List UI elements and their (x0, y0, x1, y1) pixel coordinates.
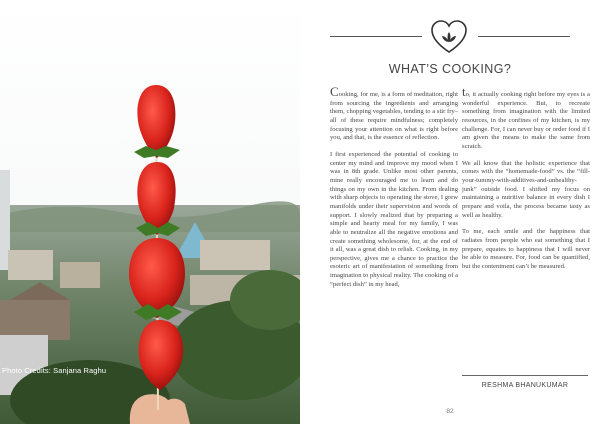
page-number: 82 (446, 408, 454, 415)
paragraph: I first experienced the potential of cooking to center my mind and improve my mood when I was in 8th grade. Unlike most other parents, mine really encouraged me to learn and do things on my own in the kitchen. From dealing with sharp objects to operating the stove, I grew manifolds under their supervision and words of support. I slowly realized that by preparing a simple and hearty meal for my family, I was able to neutralize all the negative emotions and create something wholesome, for, at the end of it all, was a great dish to relish. Cooking, in my perspective, gives me a chance to practice the esoteric art of manifestation of something from imagination to physical reality. The cooking of a “perfect dish” in my head, (330, 150, 458, 288)
heart-lotus-icon (431, 20, 467, 54)
photo-credit: Photo Credits: Sanjana Raghu (2, 366, 107, 375)
paragraph: To me, each smile and the happiness that radiates from people who eat something that I prepare, equates to happiness that I will never be able to measure. For, food can be quantified, but the contentment can’t be measured. (462, 228, 590, 270)
header-rule-right (478, 36, 570, 37)
article-title: WHAT’S COOKING? (388, 62, 512, 76)
author-divider (462, 375, 588, 376)
paragraph: We all know that the holistic experience that comes with the “homemade-food” vs. the “fill-your-tummy-with-additives-and-unhealthy-junk” outside food. I shifted my focus on maintaining a nutritive balance in every dish I prepare and voila, the process became tasty as well as healthy. (462, 159, 590, 219)
header-rule-left (330, 36, 422, 37)
article-page (300, 0, 600, 424)
article-column-2 (462, 84, 590, 279)
paragraph: to, it actually cooking right before my eyes is a wonderful experience. But, to recreate something from imagination with the limited resources, in the confines of my kitchen, is my challenge. For, I can never buy or order food if I am given the means to make the same from scratch. (462, 84, 590, 150)
article-column-1 (330, 84, 458, 297)
paragraph: Cooking, for me, is a form of meditation, right from sourcing the ingredients and arranging them, chopping vegetables, tending to a stir fry– all of these require mindfulness; completely focusing your attention on what is right before you, and that, is the essence of reflection. (330, 84, 458, 142)
author-name: RESHMA BHANUKUMAR (481, 382, 569, 389)
